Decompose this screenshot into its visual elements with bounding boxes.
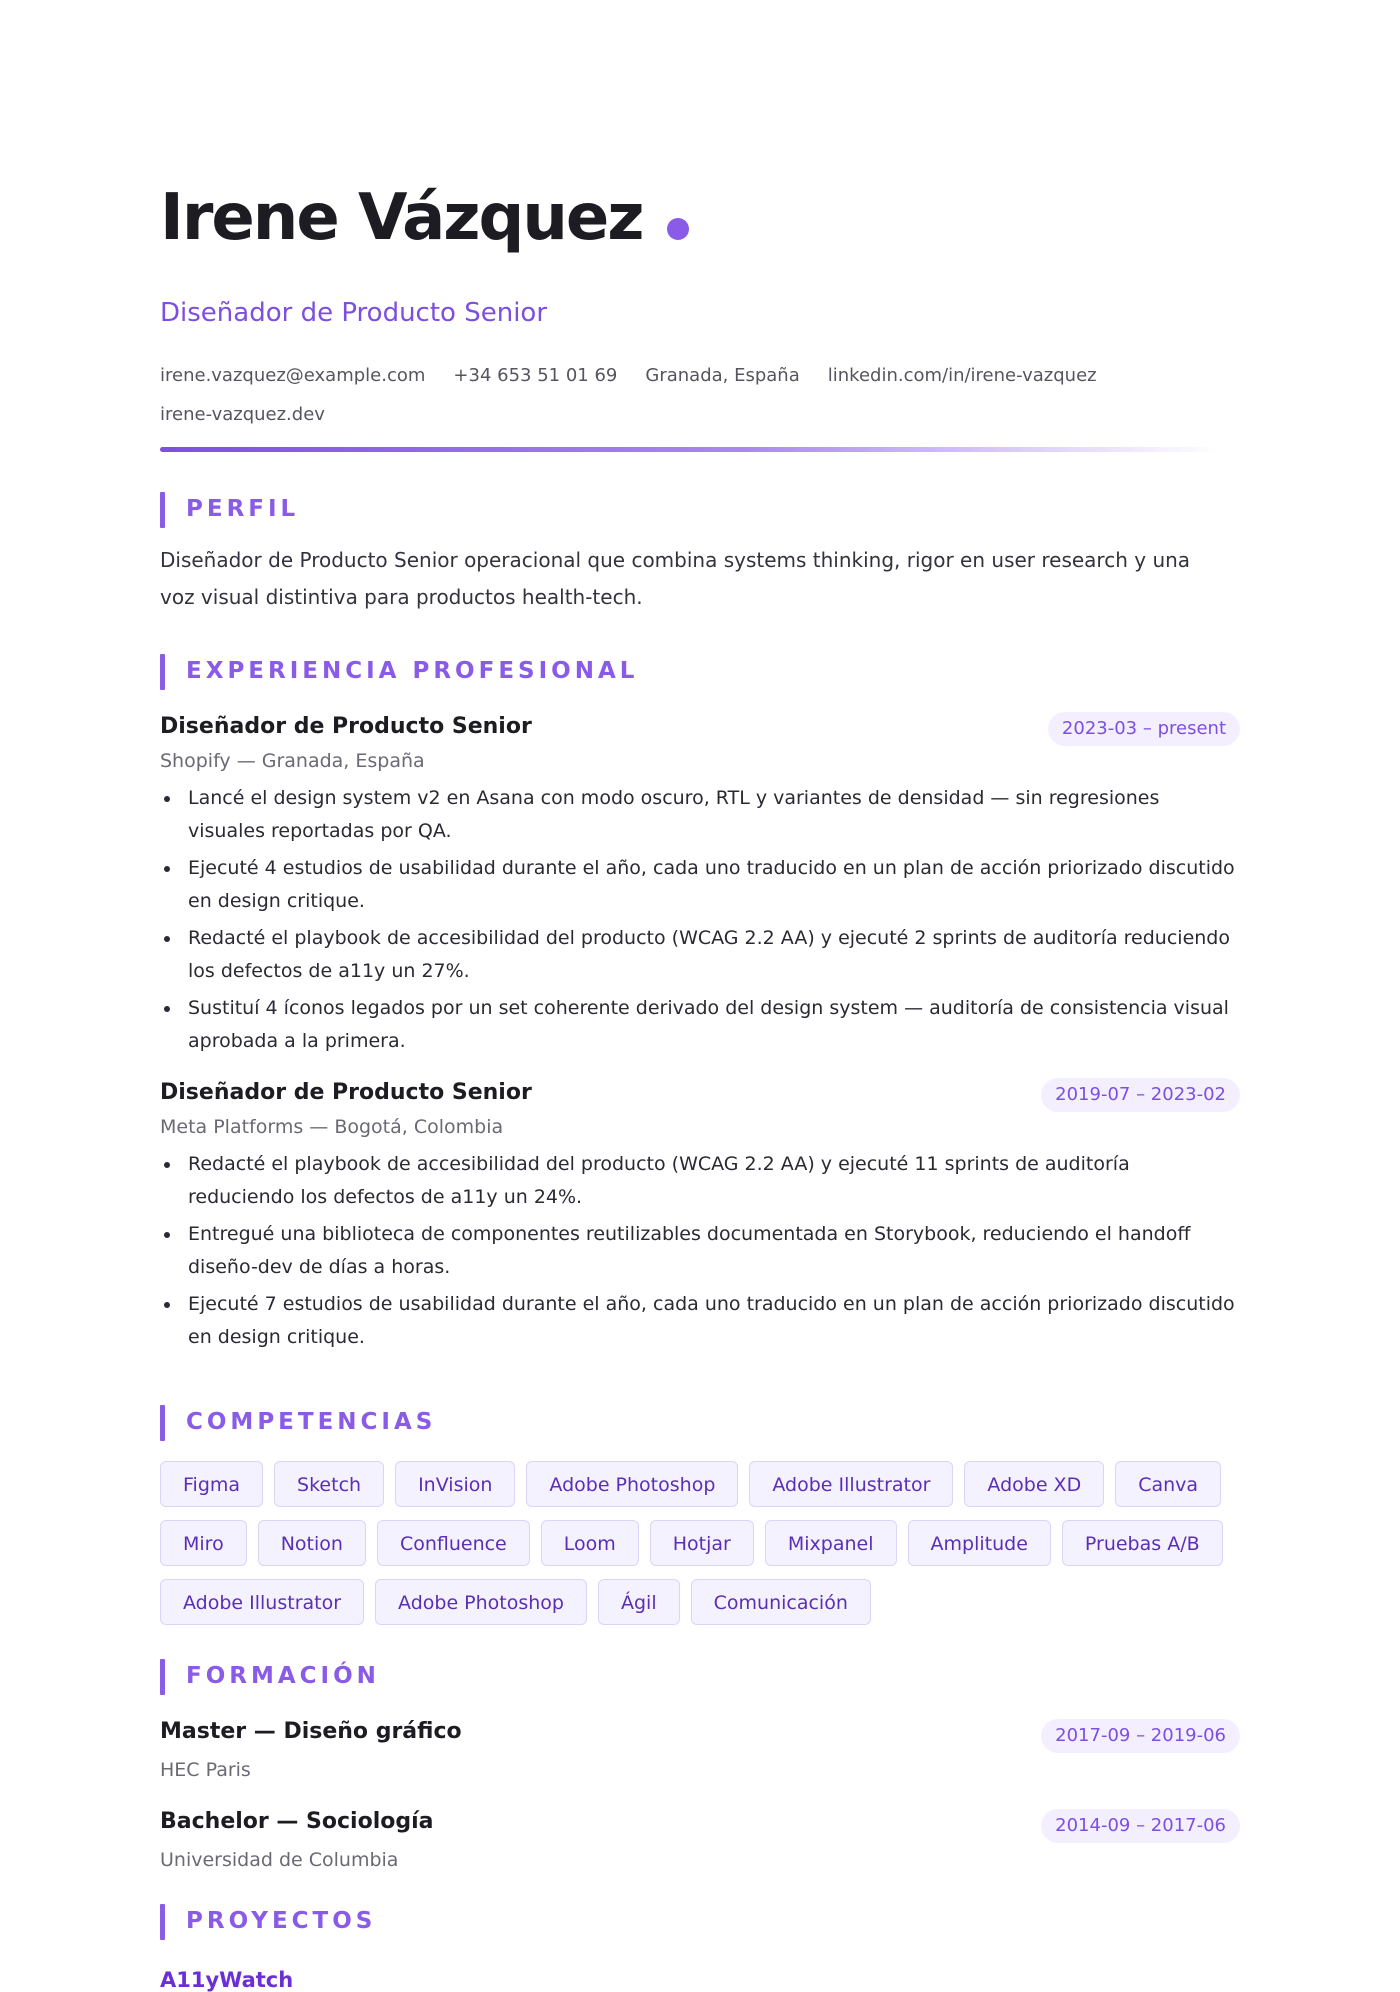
education-entry [160,1715,1240,1797]
contact-website[interactable]: irene-vazquez.dev [160,404,325,425]
job-bullet: Redacté el playbook de accesibilidad del producto (WCAG 2.2 AA) y ejecuté 2 sprints de auditoría reduciendo los defectos de a11y un 27%. [188,922,1238,988]
skill-chip: Ágil [598,1579,680,1625]
section-title: PERFIL [186,496,300,522]
skill-chip: Canva [1115,1461,1221,1507]
heading-bar [160,1405,165,1441]
profile-text: Diseñador de Producto Senior operacional que combina systems thinking, rigor en user research y una voz visual distintiva para productos health-tech. [160,548,1191,609]
job-bullet: Ejecuté 7 estudios de usabilidad durante el año, cada uno traducido en un plan de acción priorizado discutido en design critique. [188,1288,1238,1354]
section-title: EXPERIENCIA PROFESIONAL [186,658,639,684]
section-title: COMPETENCIAS [186,1409,437,1435]
education-entry [160,1805,1240,1887]
candidate-role: Diseñador de Producto Senior [160,298,548,328]
job-bullet: Ejecuté 4 estudios de usabilidad durante el año, cada uno traducido en un plan de acción priorizado discutido en design critique. [188,852,1238,918]
section-heading [160,654,1240,690]
name-row [160,181,689,255]
skill-chip: Miro [160,1520,247,1566]
skill-chip: Adobe Illustrator [749,1461,953,1507]
skill-chip: Notion [258,1520,366,1566]
job-entry [160,712,1240,1058]
job-bullet: Entregué una biblioteca de componentes reutilizables documentada en Storybook, reduciendo el handoff diseño-dev de días a horas. [188,1218,1238,1284]
contact-list [160,356,1240,434]
education-school: HEC Paris [160,1759,251,1781]
heading-bar [160,1659,165,1695]
skill-chip: InVision [395,1461,515,1507]
job-entry [160,1078,1240,1354]
section-heading [160,1405,1240,1441]
job-title: Diseñador de Producto Senior [160,1080,532,1105]
education-degree: Bachelor — Sociología [160,1809,434,1834]
section-profile [160,492,1240,616]
job-bullet: Redacté el playbook de accesibilidad del producto (WCAG 2.2 AA) y ejecuté 11 sprints de auditoría reduciendo los defectos de a11y un 24%. [188,1148,1238,1214]
job-period-badge: 2023-03 – present [1048,712,1240,746]
section-heading [160,1904,1240,1940]
skill-chip-list [160,1461,1240,1638]
skill-chip: Sketch [274,1461,384,1507]
job-period-badge: 2019-07 – 2023-02 [1041,1078,1240,1112]
education-degree: Master — Diseño gráfico [160,1719,462,1744]
job-header [160,1078,1240,1112]
section-projects [160,1904,1240,1992]
education-period-badge: 2014-09 – 2017-06 [1041,1809,1240,1843]
job-bullet: Lancé el design system v2 en Asana con modo oscuro, RTL y variantes de densidad — sin regresiones visuales reportadas por QA. [188,782,1238,848]
skill-chip: Adobe XD [964,1461,1104,1507]
section-skills [160,1405,1240,1638]
job-title: Diseñador de Producto Senior [160,714,532,739]
job-bullets [160,782,1240,1058]
skill-chip: Hotjar [650,1520,754,1566]
skill-chip: Figma [160,1461,263,1507]
project-title[interactable]: A11yWatch [160,1968,294,1992]
heading-bar [160,654,165,690]
skill-chip: Pruebas A/B [1062,1520,1223,1566]
candidate-name: Irene Vázquez [160,181,643,255]
skill-chip: Adobe Illustrator [160,1579,364,1625]
contact-email[interactable]: irene.vazquez@example.com [160,365,426,386]
header-divider [160,447,1220,452]
skill-chip: Comunicación [691,1579,871,1625]
skill-chip: Adobe Photoshop [526,1461,738,1507]
skill-chip: Mixpanel [765,1520,897,1566]
job-bullets [160,1148,1240,1354]
section-education [160,1659,1240,1887]
education-period-badge: 2017-09 – 2019-06 [1041,1719,1240,1753]
job-header [160,712,1240,746]
accent-dot [667,218,689,240]
contact-location: Granada, España [645,365,800,386]
heading-bar [160,1904,165,1940]
skill-chip: Amplitude [908,1520,1051,1566]
contact-linkedin[interactable]: linkedin.com/in/irene-vazquez [827,365,1097,386]
contact-phone[interactable]: +34 653 51 01 69 [453,365,618,386]
section-title: PROYECTOS [186,1908,377,1934]
skill-chip: Adobe Photoshop [375,1579,587,1625]
section-title: FORMACIÓN [186,1663,380,1689]
heading-bar [160,492,165,528]
skill-chip: Loom [541,1520,639,1566]
job-company: Meta Platforms — Bogotá, Colombia [160,1116,504,1138]
job-bullet: Sustituí 4 íconos legados por un set coherente derivado del design system — auditoría de consistencia visual aprobada a la primera. [188,992,1238,1058]
section-heading [160,492,1240,528]
job-company: Shopify — Granada, España [160,750,425,772]
section-experience [160,654,1240,1358]
education-school: Universidad de Columbia [160,1849,399,1871]
section-heading [160,1659,1240,1695]
skill-chip: Confluence [377,1520,530,1566]
